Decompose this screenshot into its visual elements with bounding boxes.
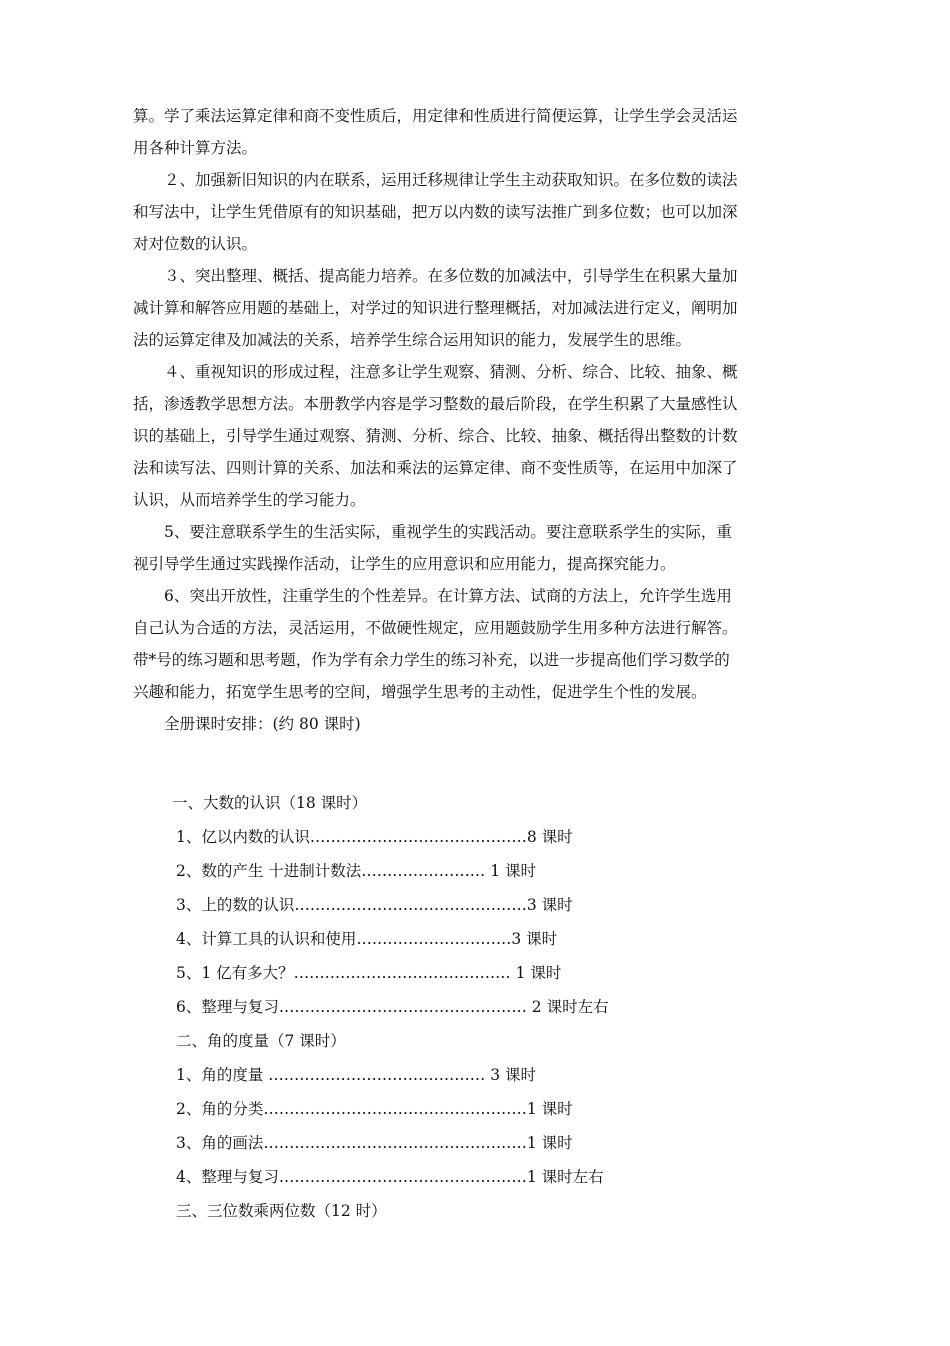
text-line: 自己认为合适的方法，灵活运用，不做硬性规定，应用题鼓励学生用多种方法进行解答。 (133, 619, 738, 637)
lesson-item: 3、角的画法……………………………………………1 课时 (176, 1134, 573, 1152)
text-line: 减计算和解答应用题的基础上，对学过的知识进行整理概括，对加减法进行定义，阐明加 (133, 299, 738, 317)
lesson-item: 2、角的分类……………………………………………1 课时 (176, 1100, 573, 1118)
text-line: 识的基础上，引导学生通过观察、猜测、分析、综合、比较、抽象、概括得出整数的计数 (133, 427, 738, 445)
schedule-heading: 全册课时安排：(约 80 课时) (133, 715, 361, 733)
schedule-list (140, 786, 840, 1228)
text-line: 用各种计算方法。 (133, 139, 258, 157)
lesson-item: 3、上的数的认识………………………………………3 课时 (176, 896, 573, 914)
text-line: 6、突出开放性，注重学生的个性差异。在计算方法、试商的方法上，允许学生选用 (133, 587, 732, 605)
lesson-item: 1、亿以内数的认识……………………………………8 课时 (176, 828, 573, 846)
paragraph (133, 516, 813, 580)
unit-heading: 一、大数的认识（18 课时） (172, 794, 368, 812)
unit-heading: 二、角的度量（7 课时） (176, 1032, 346, 1050)
text-line: 带*号的练习题和思考题，作为学有余力学生的练习补充，以进一步提高他们学习数学的 (133, 651, 730, 669)
text-line: 5、要注意联系学生的生活实际，重视学生的实践活动。要注意联系学生的实际，重 (133, 523, 732, 541)
paragraph (133, 100, 813, 164)
text-line: ３、突出整理、概括、提高能力培养。在多位数的加减法中，引导学生在积累大量加 (133, 267, 738, 285)
unit-heading: 三、三位数乘两位数（12 时） (176, 1202, 387, 1220)
paragraph (133, 260, 813, 356)
lesson-item: 5、1 亿有多大？…………………………………… 1 课时 (176, 964, 562, 982)
body-text (133, 100, 813, 740)
paragraph (133, 356, 813, 516)
text-line: ２、加强新旧知识的内在联系，运用迁移规律让学生主动获取知识。在多位数的读法 (133, 171, 738, 189)
paragraph (133, 708, 813, 740)
text-line: 兴趣和能力，拓宽学生思考的空间，增强学生思考的主动性，促进学生个性的发展。 (133, 683, 707, 701)
text-line: 对对位数的认识。 (133, 235, 258, 253)
text-line: 视引导学生通过实践操作活动，让学生的应用意识和应用能力，提高探究能力。 (133, 555, 676, 573)
lesson-item: 4、整理与复习…………………………………………1 课时左右 (176, 1168, 604, 1186)
text-line: 括，渗透教学思想方法。本册教学内容是学习整数的最后阶段，在学生积累了大量感性认 (133, 395, 738, 413)
paragraph (133, 164, 813, 260)
text-line: ４、重视知识的形成过程，注意多让学生观察、猜测、分析、综合、比较、抽象、概 (133, 363, 738, 381)
lesson-item: 2、数的产生 十进制计数法…………………… 1 课时 (176, 862, 537, 880)
text-line: 法和读写法、四则计算的关系、加法和乘法的运算定律、商不变性质等，在运用中加深了 (133, 459, 738, 477)
text-line: 算。学了乘法运算定律和商不变性质后，用定律和性质进行简便运算，让学生学会灵活运 (133, 107, 738, 125)
lesson-item: 6、整理与复习………………………………………… 2 课时左右 (176, 998, 609, 1016)
paragraph (133, 580, 813, 708)
text-line: 和写法中，让学生凭借原有的知识基础，把万以内数的读写法推广到多位数；也可以加深 (133, 203, 738, 221)
text-line: 认识，从而培养学生的学习能力。 (133, 491, 366, 509)
lesson-item: 1、角的度量 …………………………………… 3 课时 (176, 1066, 537, 1084)
text-line: 法的运算定律及加减法的关系，培养学生综合运用知识的能力，发展学生的思维。 (133, 331, 692, 349)
lesson-item: 4、计算工具的认识和使用…………………………3 课时 (176, 930, 558, 948)
